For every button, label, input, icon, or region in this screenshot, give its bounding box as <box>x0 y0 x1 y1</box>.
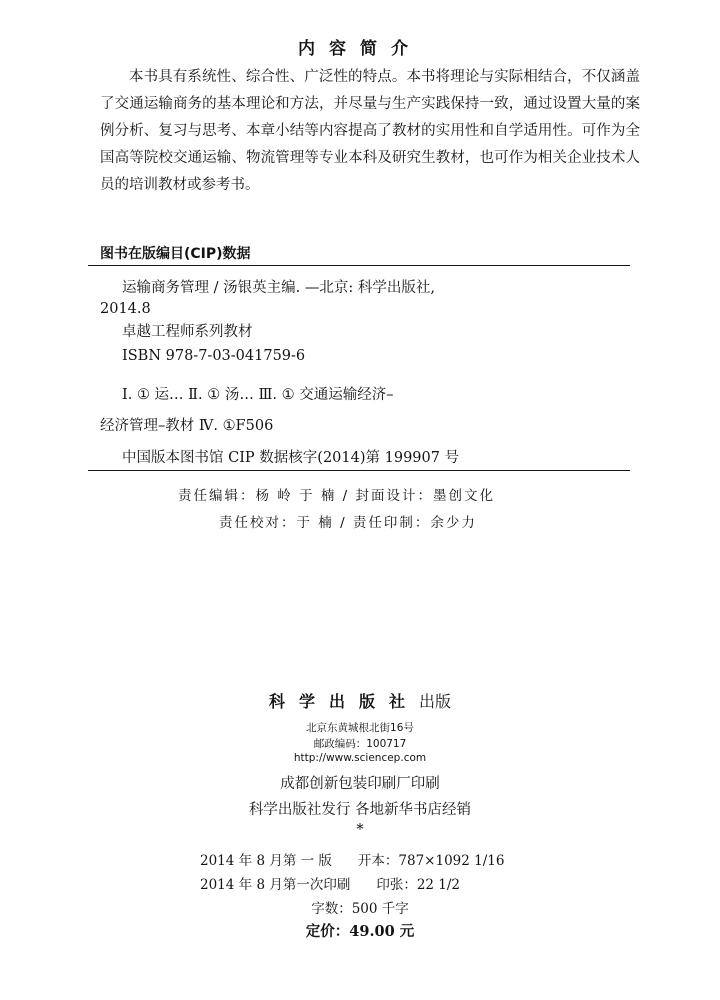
publisher-address: 北京东黄城根北街16号 <box>306 722 414 734</box>
publisher-postcode: 邮政编码：100717 <box>313 738 407 750</box>
word-count: 字数：500 千字 <box>311 901 409 917</box>
credits-proofread-line: 责任校对：于 楠 / 责任印制：余少力 <box>219 515 477 531</box>
cip-classification-2: 经济管理–教材 Ⅳ. ①F506 <box>100 418 274 434</box>
price: 定价：49.00 元 <box>305 923 415 940</box>
edition-text: 2014 年 8 月第 一 版 <box>200 853 332 869</box>
cip-isbn: ISBN 978-7-03-041759-6 <box>122 348 306 364</box>
sheets-text: 印张：22 1/2 <box>376 877 461 893</box>
printing-line <box>200 873 460 893</box>
publisher-url: http://www.sciencep.com <box>293 752 427 764</box>
publisher-suffix: 出版 <box>419 692 452 711</box>
format-text: 开本：787×1092 1/16 <box>357 853 505 869</box>
summary-body <box>100 64 640 199</box>
distribution-line: 科学出版社发行 各地新华书店经销 <box>248 802 472 818</box>
printer-line: 成都创新包装印刷厂印刷 <box>280 776 440 792</box>
cip-title-line: 运输商务管理 / 汤银英主编. —北京: 科学出版社, <box>122 280 435 296</box>
cip-record-number: 中国版本图书馆 CIP 数据核字(2014)第 199907 号 <box>122 450 460 466</box>
cip-top-rule <box>88 265 630 266</box>
printing-text: 2014 年 8 月第一次印刷 <box>200 877 351 893</box>
cip-date-line: 2014.8 <box>100 301 151 317</box>
summary-title: 内容简介 <box>298 39 422 59</box>
edition-line <box>200 849 504 869</box>
summary-paragraph: 本书具有系统性、综合性、广泛性的特点。本书将理论与实际相结合，不仅涵盖了交通运输商务的基本理论和方法，并尽量与生产实践保持一致，通过设置大量的案例分析、复习与思考、本章小结等内容提高了教材的实用性和自学适用性。可作为全国高等院校交通运输、物流管理等专业本科及研究生教材，也可作为相关企业技术人员的培训教材或参考书。 <box>100 69 640 193</box>
publisher-line <box>0 689 720 712</box>
cip-bottom-rule <box>88 470 630 471</box>
separator-asterisk: * <box>356 822 364 838</box>
credits-editor-line: 责任编辑：杨 岭 于 楠 / 封面设计：墨创文化 <box>178 488 496 504</box>
publisher-name: 科学出版社 <box>268 692 419 711</box>
cip-series-line: 卓越工程师系列教材 <box>122 324 253 340</box>
cip-classification-1: Ⅰ. ① 运… Ⅱ. ① 汤… Ⅲ. ① 交通运输经济– <box>122 387 394 403</box>
cip-heading: 图书在版编目(CIP)数据 <box>100 246 251 262</box>
